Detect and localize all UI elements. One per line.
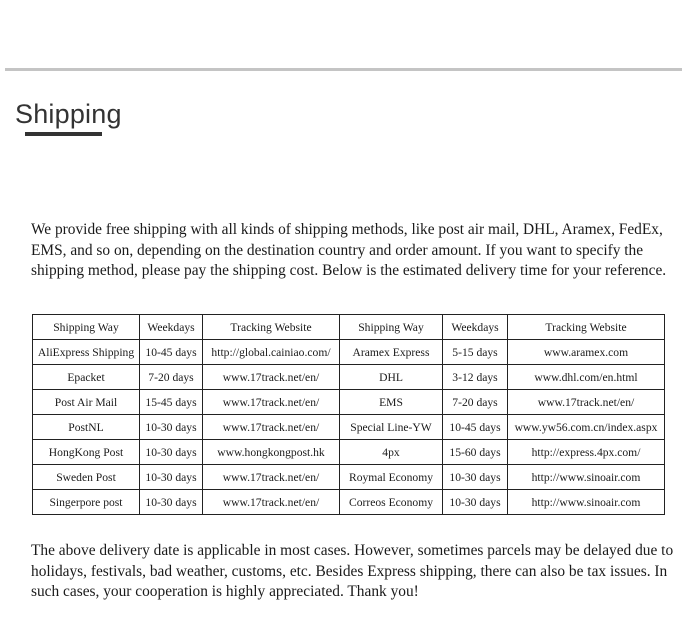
cell-shipping-way: Post Air Mail	[33, 390, 140, 415]
section-heading: Shipping	[15, 99, 122, 129]
intro-paragraph: We provide free shipping with all kinds of shipping methods, like post air mail, DHL, Aramex, FedEx, EMS, and so on, depending on the destination country and order amount. If you want to specify the shipping method, please pay the shipping cost. Below is the estimated delivery time for your reference.	[31, 221, 667, 279]
outro-paragraph: The above delivery date is applicable in most cases. However, sometimes parcels may be delayed due to holidays, festivals, bad weather, customs, etc. Besides Express shipping, there can also be tax issues. In such cases, your cooperation is highly appreciated. Thank you!	[31, 542, 674, 600]
cell-shipping-way-2: Roymal Economy	[340, 465, 443, 490]
cell-shipping-way-2: Aramex Express	[340, 340, 443, 365]
cell-shipping-way-2: DHL	[340, 365, 443, 390]
cell-tracking-website-2: www.aramex.com	[508, 340, 665, 365]
cell-shipping-way-2: Special Line-YW	[340, 415, 443, 440]
cell-shipping-way: Singerpore post	[33, 490, 140, 515]
cell-weekdays: 10-30 days	[140, 415, 203, 440]
cell-weekdays: 10-30 days	[140, 490, 203, 515]
cell-shipping-way: HongKong Post	[33, 440, 140, 465]
cell-tracking-website: www.17track.net/en/	[203, 490, 340, 515]
table-row	[33, 390, 665, 415]
header-shipping-way-2: Shipping Way	[340, 315, 443, 340]
cell-tracking-website-2: www.17track.net/en/	[508, 390, 665, 415]
cell-shipping-way-2: 4px	[340, 440, 443, 465]
cell-tracking-website-2: http://www.sinoair.com	[508, 465, 665, 490]
cell-tracking-website: www.17track.net/en/	[203, 465, 340, 490]
cell-tracking-website-2: http://www.sinoair.com	[508, 490, 665, 515]
cell-weekdays: 10-30 days	[140, 440, 203, 465]
cell-shipping-way: Sweden Post	[33, 465, 140, 490]
table-header-row	[33, 315, 665, 340]
cell-weekdays-2: 10-30 days	[443, 465, 508, 490]
cell-shipping-way: PostNL	[33, 415, 140, 440]
cell-weekdays-2: 15-60 days	[443, 440, 508, 465]
cell-tracking-website: http://global.cainiao.com/	[203, 340, 340, 365]
cell-tracking-website-2: www.yw56.com.cn/index.aspx	[508, 415, 665, 440]
cell-tracking-website: www.17track.net/en/	[203, 415, 340, 440]
header-weekdays-2: Weekdays	[443, 315, 508, 340]
heading-underline	[25, 132, 102, 136]
cell-weekdays: 10-45 days	[140, 340, 203, 365]
header-weekdays: Weekdays	[140, 315, 203, 340]
cell-weekdays-2: 5-15 days	[443, 340, 508, 365]
header-shipping-way: Shipping Way	[33, 315, 140, 340]
table-row	[33, 465, 665, 490]
header-tracking-website-2: Tracking Website	[508, 315, 665, 340]
cell-shipping-way: Epacket	[33, 365, 140, 390]
cell-weekdays: 15-45 days	[140, 390, 203, 415]
cell-weekdays-2: 10-45 days	[443, 415, 508, 440]
cell-weekdays: 7-20 days	[140, 365, 203, 390]
cell-weekdays: 10-30 days	[140, 465, 203, 490]
cell-weekdays-2: 10-30 days	[443, 490, 508, 515]
table-row	[33, 340, 665, 365]
cell-shipping-way-2: EMS	[340, 390, 443, 415]
shipping-table	[32, 314, 665, 515]
cell-tracking-website: www.hongkongpost.hk	[203, 440, 340, 465]
top-divider	[5, 68, 682, 71]
cell-weekdays-2: 3-12 days	[443, 365, 508, 390]
cell-weekdays-2: 7-20 days	[443, 390, 508, 415]
cell-shipping-way: AliExpress Shipping	[33, 340, 140, 365]
cell-tracking-website-2: http://express.4px.com/	[508, 440, 665, 465]
header-tracking-website: Tracking Website	[203, 315, 340, 340]
cell-tracking-website: www.17track.net/en/	[203, 390, 340, 415]
cell-shipping-way-2: Correos Economy	[340, 490, 443, 515]
cell-tracking-website: www.17track.net/en/	[203, 365, 340, 390]
table-row	[33, 365, 665, 390]
table-row	[33, 490, 665, 515]
table-row	[33, 440, 665, 465]
cell-tracking-website-2: www.dhl.com/en.html	[508, 365, 665, 390]
table-row	[33, 415, 665, 440]
